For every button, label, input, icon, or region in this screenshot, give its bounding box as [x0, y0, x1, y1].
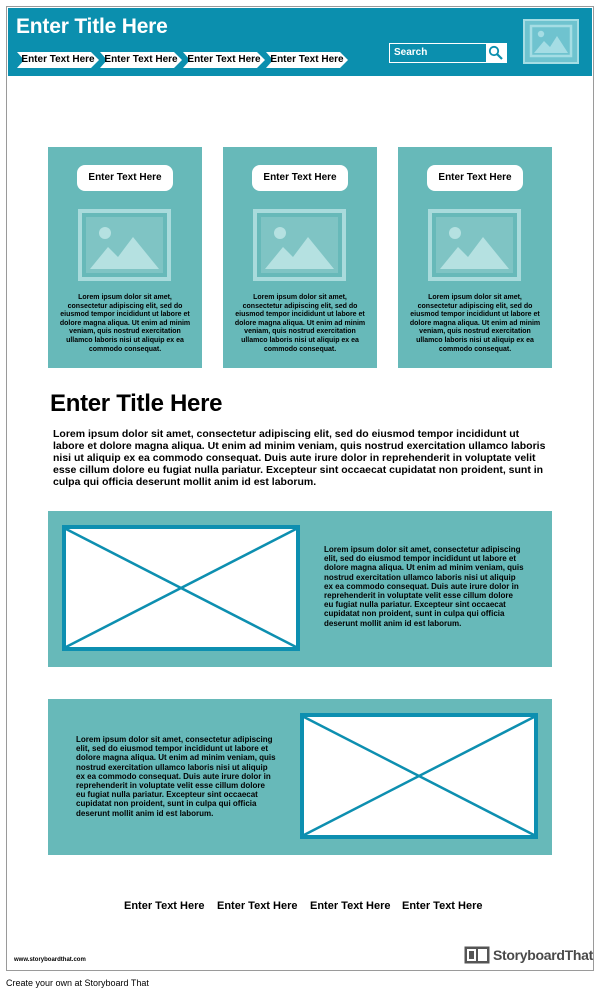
- card-description: Lorem ipsum dolor sit amet, consectetur adipiscing elit, sed do eiusmod tempor incididunt ut labore et dolore magna aliqua. Ut enim ad minim veniam, quis nostrud exercitation ullamco laboris nisi ut aliquip ex ea commodo consequat.: [59, 294, 191, 353]
- feature-card-3: [398, 147, 552, 368]
- panel-text: Lorem ipsum dolor sit amet, consectetur adipiscing elit, sed do eiusmod tempor incididunt ut labore et dolore magna aliqua. Ut enim ad minim veniam, quis nostrud exercitation ullamco laboris nisi ut aliquip ex ea commodo consequat. Duis aute irure dolor in reprehenderit in voluptate velit esse cillum dolore eu fugiat nulla pariatur. Excepteur sint occaecat cupidatat non proident, sunt in culpa qui officia deserunt mollit anim id est laborum.: [324, 545, 524, 628]
- brand-name: StoryboardThat: [493, 947, 594, 963]
- image-icon: [428, 209, 521, 281]
- image-icon: [253, 209, 346, 281]
- card-label[interactable]: Enter Text Here: [427, 165, 523, 191]
- card-label[interactable]: Enter Text Here: [252, 165, 348, 191]
- search-input[interactable]: [389, 43, 507, 63]
- search-placeholder: Search: [394, 47, 428, 58]
- panel-text: Lorem ipsum dolor sit amet, consectetur adipiscing elit, sed do eiusmod tempor incididunt ut labore et dolore magna aliqua. Ut enim ad minim veniam, quis nostrud exercitation ullamco laboris nisi ut aliquip ex ea commodo consequat. Duis aute irure dolor in reprehenderit in voluptate velit esse cillum dolore eu fugiat nulla pariatur. Excepteur sint occaecat cupidatat non proident, sunt in culpa qui officia deserunt mollit anim id est laborum.: [76, 735, 276, 818]
- feature-card-1: [48, 147, 202, 368]
- breadcrumb-item-3[interactable]: Enter Text Here: [183, 48, 265, 72]
- magnifier-icon: [486, 44, 506, 62]
- footer-link-4[interactable]: Enter Text Here: [402, 900, 483, 912]
- breadcrumb-item-1[interactable]: Enter Text Here: [17, 48, 99, 72]
- header-image-icon: [523, 19, 579, 64]
- section-paragraph: Lorem ipsum dolor sit amet, consectetur adipiscing elit, sed do eiusmod tempor incididunt ut labore et dolore magna aliqua. Ut enim ad minim veniam, quis nostrud exercitation ullamco laboris nisi ut aliquip ex ea commodo consequat. Duis aute irure dolor in reprehenderit in voluptate velit esse cillum dolore eu fugiat nulla pariatur. Excepteur sint occaecat cupidatat non proident, sunt in culpa qui officia deserunt mollit anim id est laborum.: [53, 428, 546, 488]
- site-title: Enter Title Here: [16, 15, 168, 38]
- breadcrumb-item-4[interactable]: Enter Text Here: [266, 48, 348, 72]
- image-placeholder-cross-box: [300, 713, 538, 839]
- footer-link-1[interactable]: Enter Text Here: [124, 900, 205, 912]
- storyboard-logo-icon: [464, 946, 490, 964]
- image-icon: [78, 209, 171, 281]
- feature-card-2: [223, 147, 377, 368]
- footer-link-2[interactable]: Enter Text Here: [217, 900, 298, 912]
- card-description: Lorem ipsum dolor sit amet, consectetur adipiscing elit, sed do eiusmod tempor incididunt ut labore et dolore magna aliqua. Ut enim ad minim veniam, quis nostrud exercitation ullamco laboris nisi ut aliquip ex ea commodo consequat.: [234, 294, 366, 353]
- footer-link-3[interactable]: Enter Text Here: [310, 900, 391, 912]
- content-panel-1: [48, 511, 552, 667]
- section-title: Enter Title Here: [50, 390, 223, 417]
- search-button[interactable]: [486, 44, 506, 62]
- credit-text: Create your own at Storyboard That: [6, 978, 149, 988]
- card-description: Lorem ipsum dolor sit amet, consectetur adipiscing elit, sed do eiusmod tempor incididunt ut labore et dolore magna aliqua. Ut enim ad minim veniam, quis nostrud exercitation ullamco laboris nisi ut aliquip ex ea commodo consequat.: [409, 294, 541, 353]
- header-bar: [8, 8, 592, 76]
- card-label[interactable]: Enter Text Here: [77, 165, 173, 191]
- content-panel-2: [48, 699, 552, 855]
- site-url: www.storyboardthat.com: [14, 957, 86, 963]
- image-placeholder-cross-box: [62, 525, 300, 651]
- breadcrumb-item-2[interactable]: Enter Text Here: [100, 48, 182, 72]
